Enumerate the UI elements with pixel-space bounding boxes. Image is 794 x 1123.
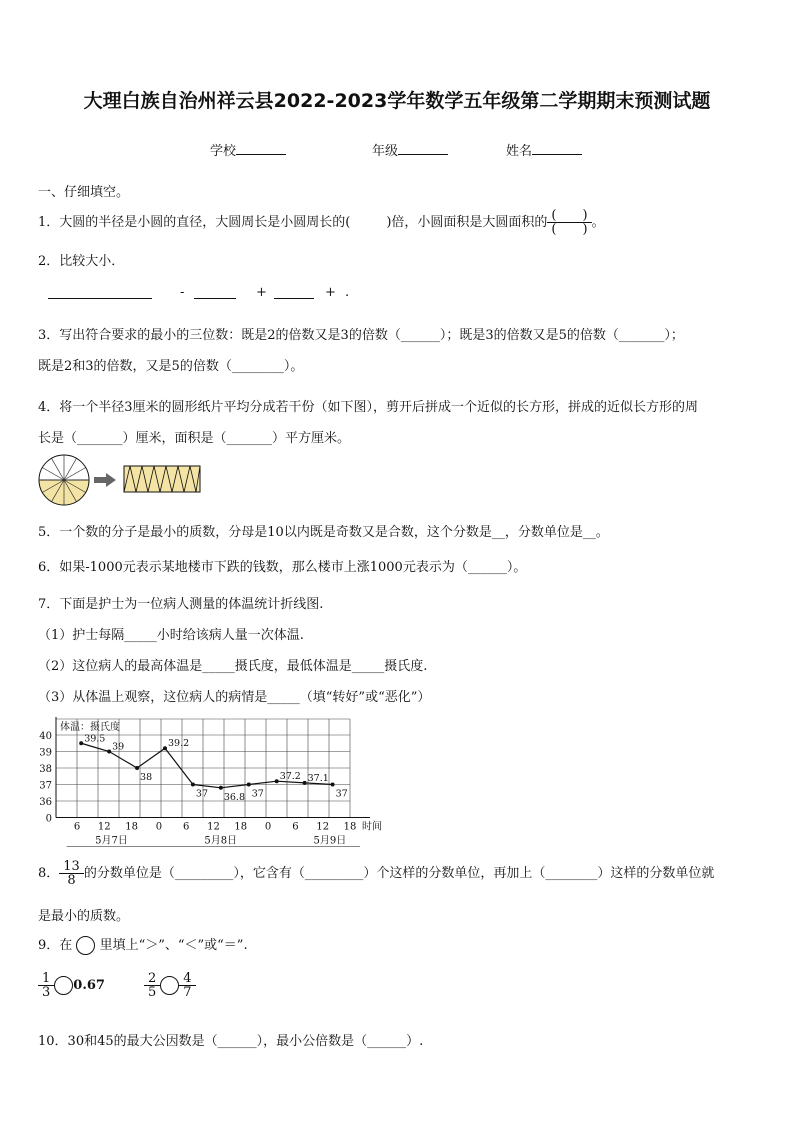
x-axis-label: 时间 <box>362 821 382 833</box>
y-tick-label: 36 <box>39 797 52 808</box>
data-label: 37.2 <box>279 771 301 783</box>
school-field: 学校 <box>210 140 286 159</box>
data-label: 37.1 <box>307 772 329 784</box>
compare-circle-2[interactable] <box>160 976 179 995</box>
data-point <box>79 741 83 745</box>
data-label: 38 <box>140 772 153 783</box>
question-4-line-1: 4．将一个半径3厘米的圆形纸片平均分成若干份（如下图），剪开后拼成一个近似的长方形，拼成的近似长方形的周 <box>38 400 699 415</box>
plus-sign: + <box>256 285 267 300</box>
question-7-part-3: （3）从体温上观察，这位病人的病情是_____（填“转好”或“恶化”） <box>38 690 431 705</box>
data-label: 37 <box>195 788 209 800</box>
day-label: 5月8日 <box>204 835 238 847</box>
x-tick-label: 6 <box>292 821 299 833</box>
data-point <box>247 783 251 787</box>
fraction-13-8: $\frac{13}{8}$ <box>59 860 84 887</box>
x-tick-label: 18 <box>343 821 357 833</box>
plus-sign: + <box>325 285 336 300</box>
answer-blank[interactable] <box>48 298 152 299</box>
minus-sign: - <box>180 285 185 300</box>
comparison-2 <box>144 972 196 999</box>
question-3-line-1: 3．写出符合要求的最小的三位数：既是2的倍数又是3的倍数（______）；既是3的倍数又是5的倍数（_______）； <box>38 328 684 343</box>
y-tick-label: 38 <box>39 764 52 775</box>
circle-to-rectangle-figure <box>38 454 218 506</box>
y-tick-label: 0 <box>45 813 52 825</box>
page-title: 大理白族自治州祥云县2022-2023学年数学五年级第二学期期末预测试题 <box>83 90 711 112</box>
data-point <box>219 786 223 790</box>
data-point <box>275 779 279 783</box>
fraction-2-5: $\frac{2}{5}$ <box>144 972 160 999</box>
data-point <box>303 781 307 785</box>
y-tick-label: 39 <box>39 747 52 759</box>
data-point <box>331 783 335 787</box>
x-tick-label: 6 <box>183 821 190 833</box>
fraction-1-3: $\frac{1}{3}$ <box>38 972 54 999</box>
answer-blank[interactable] <box>194 298 236 299</box>
x-tick-label: 6 <box>73 821 81 833</box>
x-tick-label: 12 <box>316 821 330 833</box>
question-4-line-2: 长是（_______）厘米，面积是（_______）平方厘米。 <box>38 431 351 446</box>
divided-circle <box>39 455 89 505</box>
data-point <box>191 783 195 787</box>
data-label: 37 <box>335 788 348 800</box>
x-tick-label: 18 <box>234 821 248 833</box>
school-blank[interactable] <box>236 141 286 155</box>
fraction-4-7: $\frac{4}{7}$ <box>179 972 195 999</box>
question-1: 1．大圆的半径是小圆的直径，大圆周长是小圆周长的( )倍，小圆面积是大圆面积的 $\frac{( )}{( )}$ 。 <box>38 208 605 237</box>
grade-field: 年级 <box>372 140 448 159</box>
grade-blank[interactable] <box>398 141 448 155</box>
question-8: 8． $\frac{13}{8}$ 的分数单位是（_________），它含有（_________）个这样的分数单位，再加上（________）这样的分数单位就 <box>38 859 715 888</box>
fraction-blank[interactable]: $\frac{( )}{( )}$ <box>547 209 591 236</box>
data-label: 39 <box>112 741 125 753</box>
name-field: 姓名 <box>506 140 582 159</box>
question-8-line-2: 是最小的质数。 <box>38 909 130 924</box>
circle-icon <box>76 936 95 955</box>
period: . <box>345 285 350 300</box>
section-heading: 一、仔细填空。 <box>38 185 130 200</box>
question-6: 6．如果-1000元表示某地楼市下跌的钱数，那么楼市上涨1000元表示为（______）。 <box>38 560 527 575</box>
x-tick-label: 0 <box>155 821 163 833</box>
data-label: 39.2 <box>167 738 190 750</box>
x-tick-label: 12 <box>207 821 220 833</box>
arrow-icon <box>94 473 116 487</box>
approximate-rectangle <box>124 466 200 492</box>
y-tick-label: 40 <box>39 731 52 742</box>
temperature-line-chart <box>36 717 386 849</box>
data-label: 39.5 <box>84 733 106 745</box>
question-3-line-2: 既是2和3的倍数，又是5的倍数（________）。 <box>38 359 304 374</box>
data-point <box>107 750 111 754</box>
question-9: 9．在 里填上“＞”、“＜”或“＝”. <box>38 938 248 953</box>
x-tick-label: 18 <box>125 821 138 833</box>
data-point <box>163 746 167 750</box>
question-2: 2．比较大小． <box>38 254 125 269</box>
data-point <box>135 766 139 770</box>
data-label: 37 <box>251 788 264 800</box>
question-10: 10．30和45的最大公因数是（______），最小公倍数是（______）. <box>38 1034 424 1049</box>
day-label: 5月7日 <box>95 835 128 847</box>
x-tick-label: 0 <box>264 821 272 833</box>
answer-blank[interactable] <box>274 298 314 299</box>
question-7-intro: 7．下面是护士为一位病人测量的体温统计折线图. <box>38 597 324 612</box>
day-label: 5月9日 <box>313 835 347 847</box>
y-tick-label: 37 <box>39 780 52 792</box>
x-tick-label: 12 <box>97 821 111 833</box>
compare-circle-1[interactable] <box>54 976 73 995</box>
y-axis-label: 体温：摄氏度 <box>60 722 120 733</box>
comparison-1: $\frac{1}{3}$ 0.67 <box>38 972 105 999</box>
question-7-part-2: （2）这位病人的最高体温是_____摄氏度，最低体温是_____摄氏度. <box>38 659 428 674</box>
question-5: 5．一个数的分子是最小的质数，分母是10以内既是奇数又是合数，这个分数是__，分数单位是__。 <box>38 525 609 540</box>
data-label: 36.8 <box>223 791 246 803</box>
question-7-part-1: （1）护士每隔_____小时给该病人量一次体温. <box>38 628 304 643</box>
name-blank[interactable] <box>532 141 582 155</box>
